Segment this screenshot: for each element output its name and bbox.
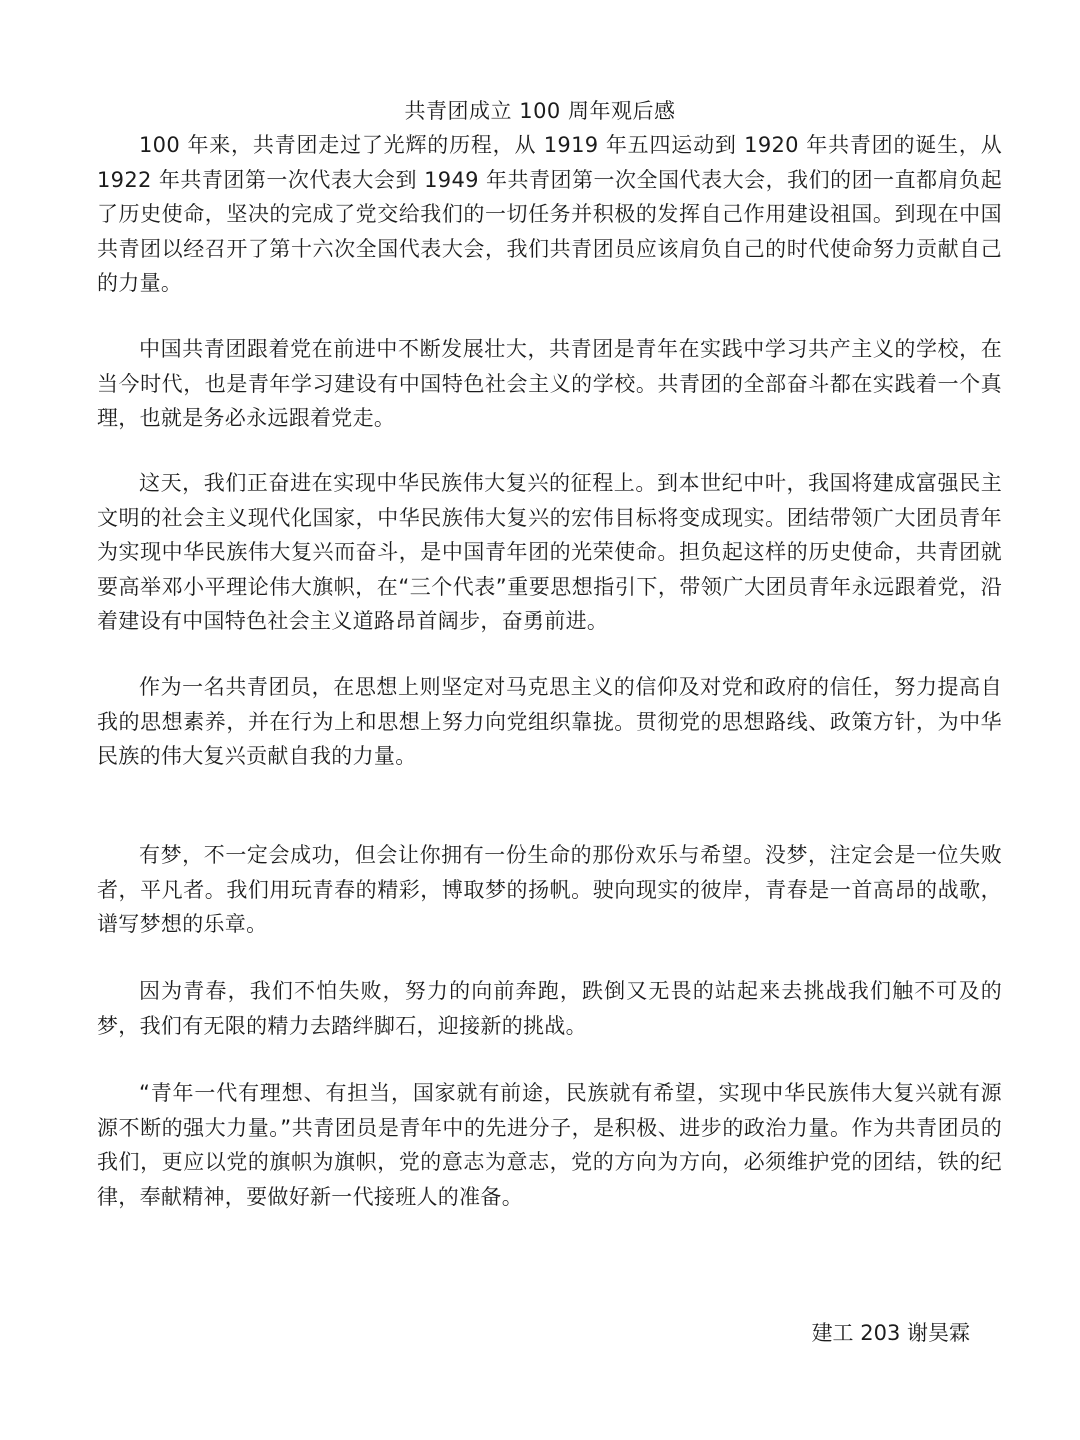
paragraph-5: 有梦，不一定会成功，但会让你拥有一份生命的那份欢乐与希望。没梦，注定会是一位失败者，平凡者。我们用玩青春的精彩，博取梦的扬帆。驶向现实的彼岸，青春是一首高昂的战歌，谱写梦想的乐章。 [97,843,1002,936]
paragraph-7: “青年一代有理想、有担当，国家就有前途，民族就有希望，实现中华民族伟大复兴就有源源不断的强大力量。”共青团员是青年中的先进分子，是积极、进步的政治力量。作为共青团员的我们，更应以党的旗帜为旗帜，党的意志为意志，党的方向为方向，必须维护党的团结，铁的纪律，奉献精神，要做好新一代接班人的准备。 [97,1081,1002,1209]
paragraph-6: 因为青春，我们不怕失败，努力的向前奔跑，跌倒又无畏的站起来去挑战我们触不可及的梦，我们有无限的精力去踏绊脚石，迎接新的挑战。 [97,979,1002,1038]
paragraph-2: 中国共青团跟着党在前进中不断发展壮大，共青团是青年在实践中学习共产主义的学校，在当今时代，也是青年学习建设有中国特色社会主义的学校。共青团的全部奋斗都在实践着一个真理，也就是务必永远跟着党走。 [97,337,1002,430]
paragraph-4: 作为一名共青团员，在思想上则坚定对马克思主义的信仰及对党和政府的信任，努力提高自我的思想素养，并在行为上和思想上努力向党组织靠拢。贯彻党的思想路线、政策方针，为中华民族的伟大复兴贡献自我的力量。 [97,675,1002,768]
document-title: 共青团成立 100 周年观后感 [404,99,676,123]
paragraph-3: 这天，我们正奋进在实现中华民族伟大复兴的征程上。到本世纪中叶，我国将建成富强民主文明的社会主义现代化国家，中华民族伟大复兴的宏伟目标将变成现实。团结带领广大团员青年为实现中华民族伟大复兴而奋斗，是中国青年团的光荣使命。担负起这样的历史使命，共青团就要高举邓小平理论伟大旗帜，在“三个代表”重要思想指引下，带领广大团员青年永远跟着党，沿着建设有中国特色社会主义道路昂首阔步，奋勇前进。 [97,471,1002,633]
author-signature: 建工 203 谢昊霖 [811,1321,970,1345]
paragraph-1: 100 年来，共青团走过了光辉的历程，从 1919 年五四运动到 1920 年共青团的诞生，从 1922 年共青团第一次代表大会到 1949 年共青团第一次全国代表大会，我们的团一直都肩负起了历史使命，坚决的完成了党交给我们的一切任务并积极的发挥自己作用建设祖国。到现在中国共青团以经召开了第十六次全国代表大会，我们共青团员应该肩负自己的时代使命努力贡献自己的力量。 [97,133,1002,295]
